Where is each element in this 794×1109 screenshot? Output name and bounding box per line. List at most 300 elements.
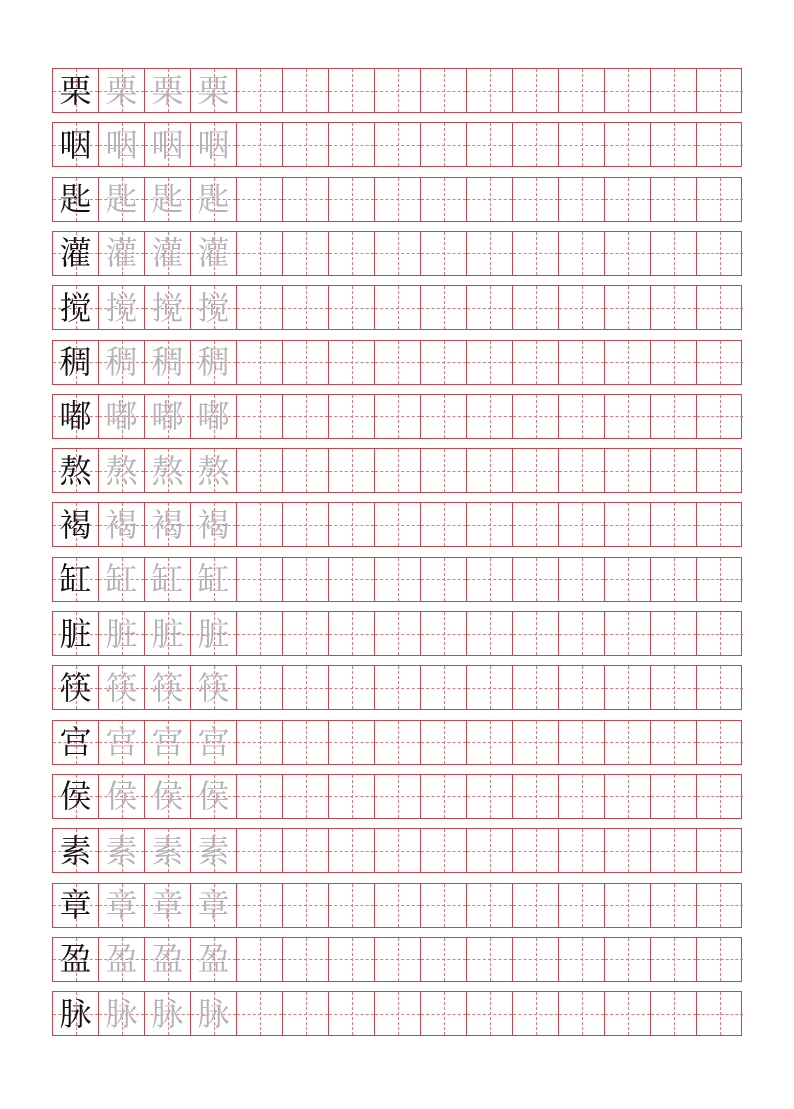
trace-character-cell	[99, 69, 145, 112]
blank-practice-cell	[559, 558, 605, 601]
blank-practice-cell	[421, 286, 467, 329]
blank-practice-cell	[559, 938, 605, 981]
blank-practice-cell	[421, 721, 467, 764]
trace-character-cell	[191, 395, 237, 438]
trace-character-cell	[191, 721, 237, 764]
blank-practice-cell	[513, 721, 559, 764]
blank-practice-cell	[375, 992, 421, 1035]
model-character-cell	[53, 232, 99, 275]
trace-character: 盈	[105, 940, 138, 979]
trace-character: 搅	[105, 288, 138, 327]
blank-practice-cell	[375, 721, 421, 764]
trace-character-cell	[191, 829, 237, 872]
trace-character: 盈	[197, 940, 230, 979]
trace-character-cell	[145, 123, 191, 166]
trace-character: 脏	[197, 614, 230, 653]
blank-practice-cell	[283, 286, 329, 329]
blank-practice-cell	[329, 449, 375, 492]
trace-character: 咽	[105, 125, 138, 164]
trace-character-cell	[99, 992, 145, 1035]
model-character-cell	[53, 286, 99, 329]
model-character: 咽	[59, 125, 92, 164]
trace-character: 脉	[151, 994, 184, 1033]
blank-practice-cell	[421, 829, 467, 872]
blank-practice-cell	[697, 123, 743, 166]
blank-practice-cell	[283, 232, 329, 275]
blank-practice-cell	[651, 178, 697, 221]
blank-practice-cell	[605, 884, 651, 927]
blank-practice-cell	[375, 123, 421, 166]
model-character: 筷	[59, 668, 92, 707]
blank-practice-cell	[375, 395, 421, 438]
trace-character: 缸	[151, 560, 184, 599]
trace-character: 稠	[197, 343, 230, 381]
blank-practice-cell	[329, 666, 375, 709]
blank-practice-cell	[421, 69, 467, 112]
blank-practice-cell	[605, 395, 651, 438]
blank-practice-cell	[605, 721, 651, 764]
blank-practice-cell	[513, 395, 559, 438]
trace-character: 脉	[197, 994, 230, 1033]
blank-practice-cell	[605, 775, 651, 818]
blank-practice-cell	[329, 938, 375, 981]
trace-character-cell	[99, 612, 145, 655]
blank-practice-cell	[697, 666, 743, 709]
blank-practice-cell	[237, 612, 283, 655]
trace-character: 脏	[105, 614, 138, 653]
trace-character-cell	[99, 721, 145, 764]
blank-practice-cell	[237, 178, 283, 221]
blank-practice-cell	[467, 395, 513, 438]
practice-row	[52, 122, 742, 167]
blank-practice-cell	[651, 775, 697, 818]
blank-practice-cell	[375, 558, 421, 601]
blank-practice-cell	[651, 395, 697, 438]
blank-practice-cell	[421, 341, 467, 384]
blank-practice-cell	[421, 612, 467, 655]
trace-character-cell	[191, 666, 237, 709]
blank-practice-cell	[467, 123, 513, 166]
blank-practice-cell	[237, 69, 283, 112]
trace-character-cell	[99, 829, 145, 872]
trace-character: 灌	[105, 234, 138, 273]
blank-practice-cell	[467, 829, 513, 872]
blank-practice-cell	[651, 503, 697, 546]
trace-character-cell	[145, 178, 191, 221]
trace-character-cell	[145, 992, 191, 1035]
practice-row	[52, 828, 742, 873]
blank-practice-cell	[421, 666, 467, 709]
trace-character-cell	[145, 666, 191, 709]
trace-character: 熬	[197, 451, 230, 490]
model-character: 匙	[59, 180, 92, 219]
trace-character-cell	[99, 884, 145, 927]
model-character: 搅	[59, 288, 92, 327]
trace-character: 素	[151, 831, 184, 870]
practice-row	[52, 177, 742, 222]
trace-character: 素	[105, 831, 138, 870]
blank-practice-cell	[467, 721, 513, 764]
blank-practice-cell	[697, 721, 743, 764]
blank-practice-cell	[605, 123, 651, 166]
blank-practice-cell	[559, 721, 605, 764]
blank-practice-cell	[283, 775, 329, 818]
blank-practice-cell	[513, 829, 559, 872]
blank-practice-cell	[513, 558, 559, 601]
model-character: 盈	[59, 940, 92, 979]
trace-character: 宫	[151, 723, 184, 762]
blank-practice-cell	[329, 775, 375, 818]
trace-character: 栗	[151, 71, 184, 110]
blank-practice-cell	[559, 395, 605, 438]
trace-character: 稠	[105, 343, 138, 381]
model-character: 灌	[59, 234, 92, 273]
blank-practice-cell	[697, 612, 743, 655]
practice-row	[52, 394, 742, 439]
trace-character-cell	[191, 123, 237, 166]
trace-character: 咽	[197, 125, 230, 164]
blank-practice-cell	[605, 503, 651, 546]
model-character-cell	[53, 123, 99, 166]
trace-character-cell	[99, 178, 145, 221]
trace-character: 章	[151, 886, 184, 924]
trace-character: 筷	[105, 668, 138, 707]
model-character-cell	[53, 721, 99, 764]
practice-row	[52, 448, 742, 493]
blank-practice-cell	[375, 503, 421, 546]
blank-practice-cell	[697, 884, 743, 927]
blank-practice-cell	[329, 612, 375, 655]
blank-practice-cell	[467, 286, 513, 329]
model-character-cell	[53, 558, 99, 601]
trace-character-cell	[145, 449, 191, 492]
trace-character: 筷	[197, 668, 230, 707]
blank-practice-cell	[283, 992, 329, 1035]
blank-practice-cell	[283, 123, 329, 166]
blank-practice-cell	[697, 558, 743, 601]
blank-practice-cell	[651, 232, 697, 275]
blank-practice-cell	[467, 938, 513, 981]
trace-character: 搅	[151, 288, 184, 327]
blank-practice-cell	[283, 938, 329, 981]
blank-practice-cell	[375, 69, 421, 112]
practice-sheet	[52, 68, 744, 1034]
blank-practice-cell	[237, 449, 283, 492]
trace-character-cell	[145, 395, 191, 438]
blank-practice-cell	[375, 775, 421, 818]
model-character: 嘟	[59, 397, 92, 436]
practice-row	[52, 883, 742, 928]
trace-character: 宫	[105, 723, 138, 762]
blank-practice-cell	[651, 992, 697, 1035]
blank-practice-cell	[237, 938, 283, 981]
blank-practice-cell	[283, 558, 329, 601]
blank-practice-cell	[467, 558, 513, 601]
trace-character-cell	[191, 178, 237, 221]
blank-practice-cell	[605, 938, 651, 981]
blank-practice-cell	[467, 884, 513, 927]
blank-practice-cell	[513, 612, 559, 655]
blank-practice-cell	[651, 884, 697, 927]
blank-practice-cell	[283, 666, 329, 709]
blank-practice-cell	[513, 992, 559, 1035]
trace-character: 稠	[151, 343, 184, 381]
trace-character: 脉	[105, 994, 138, 1033]
trace-character: 嘟	[105, 397, 138, 436]
blank-practice-cell	[283, 395, 329, 438]
trace-character-cell	[191, 232, 237, 275]
blank-practice-cell	[375, 829, 421, 872]
trace-character-cell	[145, 612, 191, 655]
blank-practice-cell	[697, 286, 743, 329]
blank-practice-cell	[237, 503, 283, 546]
blank-practice-cell	[467, 666, 513, 709]
blank-practice-cell	[237, 666, 283, 709]
blank-practice-cell	[513, 503, 559, 546]
trace-character: 褐	[105, 505, 138, 544]
blank-practice-cell	[605, 558, 651, 601]
trace-character: 栗	[105, 71, 138, 110]
blank-practice-cell	[513, 884, 559, 927]
model-character: 栗	[59, 71, 92, 110]
blank-practice-cell	[697, 232, 743, 275]
trace-character-cell	[99, 286, 145, 329]
trace-character-cell	[145, 884, 191, 927]
blank-practice-cell	[513, 938, 559, 981]
blank-practice-cell	[375, 612, 421, 655]
trace-character-cell	[191, 612, 237, 655]
blank-practice-cell	[237, 558, 283, 601]
blank-practice-cell	[605, 666, 651, 709]
blank-practice-cell	[329, 992, 375, 1035]
blank-practice-cell	[513, 123, 559, 166]
blank-practice-cell	[329, 884, 375, 927]
trace-character-cell	[145, 829, 191, 872]
practice-row	[52, 557, 742, 602]
blank-practice-cell	[421, 178, 467, 221]
model-character: 侯	[59, 777, 92, 816]
trace-character-cell	[99, 395, 145, 438]
blank-practice-cell	[697, 829, 743, 872]
blank-practice-cell	[467, 503, 513, 546]
blank-practice-cell	[283, 69, 329, 112]
blank-practice-cell	[329, 286, 375, 329]
blank-practice-cell	[697, 775, 743, 818]
blank-practice-cell	[421, 232, 467, 275]
blank-practice-cell	[513, 341, 559, 384]
trace-character-cell	[99, 775, 145, 818]
blank-practice-cell	[559, 503, 605, 546]
trace-character: 匙	[151, 180, 184, 219]
blank-practice-cell	[605, 178, 651, 221]
blank-practice-cell	[375, 449, 421, 492]
blank-practice-cell	[651, 938, 697, 981]
practice-row	[52, 991, 742, 1036]
blank-practice-cell	[329, 232, 375, 275]
blank-practice-cell	[651, 666, 697, 709]
blank-practice-cell	[605, 286, 651, 329]
blank-practice-cell	[559, 775, 605, 818]
blank-practice-cell	[605, 69, 651, 112]
trace-character-cell	[99, 341, 145, 384]
trace-character: 搅	[197, 288, 230, 327]
blank-practice-cell	[651, 829, 697, 872]
blank-practice-cell	[329, 558, 375, 601]
blank-practice-cell	[559, 123, 605, 166]
blank-practice-cell	[467, 178, 513, 221]
blank-practice-cell	[237, 884, 283, 927]
blank-practice-cell	[559, 178, 605, 221]
model-character: 熬	[59, 451, 92, 490]
blank-practice-cell	[605, 612, 651, 655]
model-character: 章	[59, 886, 92, 924]
trace-character-cell	[145, 69, 191, 112]
blank-practice-cell	[651, 612, 697, 655]
blank-practice-cell	[421, 775, 467, 818]
trace-character: 章	[197, 886, 230, 924]
blank-practice-cell	[283, 829, 329, 872]
model-character-cell	[53, 341, 99, 384]
trace-character: 侯	[151, 777, 184, 816]
blank-practice-cell	[283, 178, 329, 221]
blank-practice-cell	[513, 178, 559, 221]
model-character-cell	[53, 395, 99, 438]
blank-practice-cell	[605, 449, 651, 492]
trace-character-cell	[191, 992, 237, 1035]
blank-practice-cell	[697, 178, 743, 221]
trace-character: 咽	[151, 125, 184, 164]
blank-practice-cell	[559, 286, 605, 329]
blank-practice-cell	[329, 178, 375, 221]
blank-practice-cell	[697, 992, 743, 1035]
blank-practice-cell	[559, 666, 605, 709]
blank-practice-cell	[559, 612, 605, 655]
trace-character-cell	[191, 775, 237, 818]
trace-character: 缸	[105, 560, 138, 599]
trace-character-cell	[191, 558, 237, 601]
trace-character: 栗	[197, 71, 230, 110]
blank-practice-cell	[651, 286, 697, 329]
blank-practice-cell	[421, 992, 467, 1035]
model-character: 稠	[59, 343, 92, 381]
blank-practice-cell	[697, 938, 743, 981]
practice-row	[52, 774, 742, 819]
blank-practice-cell	[513, 449, 559, 492]
practice-row	[52, 665, 742, 710]
trace-character-cell	[191, 69, 237, 112]
trace-character-cell	[191, 449, 237, 492]
blank-practice-cell	[329, 829, 375, 872]
blank-practice-cell	[283, 721, 329, 764]
trace-character: 灌	[151, 234, 184, 273]
practice-row	[52, 720, 742, 765]
blank-practice-cell	[651, 341, 697, 384]
blank-practice-cell	[651, 721, 697, 764]
blank-practice-cell	[467, 775, 513, 818]
trace-character-cell	[99, 666, 145, 709]
trace-character: 褐	[197, 505, 230, 544]
model-character-cell	[53, 449, 99, 492]
trace-character: 脏	[151, 614, 184, 653]
trace-character-cell	[145, 721, 191, 764]
blank-practice-cell	[329, 341, 375, 384]
blank-practice-cell	[559, 449, 605, 492]
model-character-cell	[53, 992, 99, 1035]
blank-practice-cell	[237, 992, 283, 1035]
blank-practice-cell	[605, 341, 651, 384]
trace-character-cell	[99, 938, 145, 981]
trace-character-cell	[145, 232, 191, 275]
blank-practice-cell	[421, 884, 467, 927]
trace-character: 嘟	[151, 397, 184, 436]
blank-practice-cell	[375, 938, 421, 981]
blank-practice-cell	[651, 69, 697, 112]
blank-practice-cell	[513, 286, 559, 329]
blank-practice-cell	[513, 666, 559, 709]
trace-character-cell	[191, 503, 237, 546]
trace-character: 匙	[197, 180, 230, 219]
trace-character: 匙	[105, 180, 138, 219]
trace-character-cell	[145, 286, 191, 329]
blank-practice-cell	[559, 341, 605, 384]
practice-row	[52, 502, 742, 547]
model-character: 脉	[59, 994, 92, 1033]
trace-character: 熬	[151, 451, 184, 490]
blank-practice-cell	[697, 69, 743, 112]
model-character: 褐	[59, 505, 92, 544]
blank-practice-cell	[283, 503, 329, 546]
blank-practice-cell	[467, 449, 513, 492]
blank-practice-cell	[697, 503, 743, 546]
model-character-cell	[53, 938, 99, 981]
blank-practice-cell	[375, 178, 421, 221]
practice-row	[52, 340, 742, 385]
blank-practice-cell	[329, 69, 375, 112]
blank-practice-cell	[559, 232, 605, 275]
trace-character-cell	[191, 938, 237, 981]
blank-practice-cell	[467, 612, 513, 655]
trace-character-cell	[145, 938, 191, 981]
model-character-cell	[53, 69, 99, 112]
blank-practice-cell	[605, 232, 651, 275]
trace-character: 侯	[105, 777, 138, 816]
blank-practice-cell	[237, 395, 283, 438]
blank-practice-cell	[329, 395, 375, 438]
model-character: 素	[59, 831, 92, 870]
blank-practice-cell	[237, 232, 283, 275]
blank-practice-cell	[651, 449, 697, 492]
blank-practice-cell	[559, 829, 605, 872]
trace-character-cell	[145, 341, 191, 384]
blank-practice-cell	[697, 449, 743, 492]
blank-practice-cell	[513, 69, 559, 112]
blank-practice-cell	[375, 232, 421, 275]
blank-practice-cell	[375, 341, 421, 384]
trace-character: 盈	[151, 940, 184, 979]
blank-practice-cell	[329, 721, 375, 764]
trace-character: 嘟	[197, 397, 230, 436]
trace-character: 侯	[197, 777, 230, 816]
trace-character-cell	[191, 341, 237, 384]
practice-row	[52, 611, 742, 656]
blank-practice-cell	[421, 503, 467, 546]
blank-practice-cell	[421, 449, 467, 492]
model-character-cell	[53, 884, 99, 927]
practice-row	[52, 285, 742, 330]
model-character: 脏	[59, 614, 92, 653]
blank-practice-cell	[237, 721, 283, 764]
model-character-cell	[53, 829, 99, 872]
